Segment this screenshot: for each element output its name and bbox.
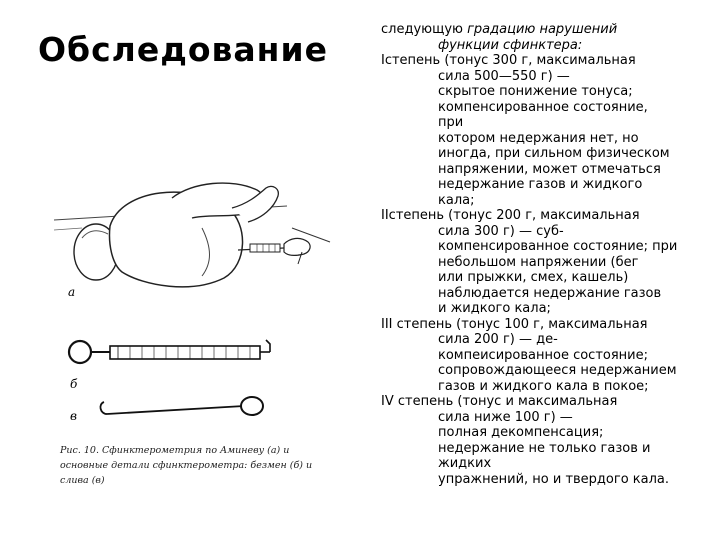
grading-line: котором недержания нет, но <box>438 130 639 146</box>
grading-line: компеисированное состояние; <box>438 347 648 363</box>
figure-caption: Рис. 10. Сфинктерометрия по Аминеву (а) и основные детали сфинктерометра: безмен (б) и слива (в) <box>60 445 313 486</box>
grading-line: наблюдается недержание газов <box>438 285 662 301</box>
grading-line: IIстепень (тонус 200 г, максимальная <box>381 208 640 223</box>
grading-line: III степень (тонус 100 г, максимальная <box>381 316 648 332</box>
grading-line: иногда, при сильном физическом <box>438 146 670 161</box>
grading-line: небольшом напряжении (бег <box>438 254 639 270</box>
scale-hook <box>266 340 270 352</box>
grading-line: сила ниже 100 г) — <box>438 409 573 425</box>
grading-line: недержание не только газов и <box>438 440 651 456</box>
intro-line-2 <box>381 38 701 54</box>
grading-line: или прыжки, смех, кашель) <box>438 270 629 285</box>
grading-line: IV степень (тонус и максимальная <box>381 394 618 409</box>
grading-text <box>381 22 701 487</box>
plug-hook <box>100 402 107 414</box>
intro-plain: следующую <box>381 22 468 37</box>
grading-line: при <box>438 115 464 130</box>
grading-line: компенсированное состояние, <box>438 99 648 115</box>
grading-line: сила 300 г) — суб- <box>438 223 564 239</box>
plug-head <box>241 397 263 415</box>
grading-line: скрытое понижение тонуса; <box>438 84 633 99</box>
figure-label-b: б <box>70 377 78 391</box>
grading-line: кала; <box>438 192 475 208</box>
grading-line: жидких <box>438 456 492 471</box>
scale-ring <box>69 341 91 363</box>
grading-line: газов и жидкого кала в покое; <box>438 378 649 394</box>
grading-line: сила 500—550 г) — <box>438 68 570 84</box>
plug-wire <box>107 406 244 414</box>
intro-italic-2: функции сфинктера: <box>438 37 583 53</box>
figure-label-a: а <box>68 285 76 299</box>
intro-italic: градацию нарушений <box>467 22 618 37</box>
grading-line: сила 200 г) — де- <box>438 332 558 347</box>
grading-line: упражнений, но и твердого кала. <box>438 471 670 487</box>
examiner-hand <box>284 238 310 255</box>
grading-line: напряжении, может отмечаться <box>438 161 661 177</box>
grading-line: недержание газов и жидкого <box>438 177 643 192</box>
grading-line: и жидкого кала; <box>438 301 551 316</box>
scale-tube <box>110 346 260 359</box>
grading-line: Iстепень (тонус 300 г, максимальная <box>381 53 636 68</box>
grading-line: компенсированное состояние; при <box>438 239 678 254</box>
device-barrel <box>250 244 280 252</box>
grading-line: полная декомпенсация; <box>438 425 604 440</box>
slide-title: Обследование <box>38 30 328 69</box>
grading-line: сопровождающееся недержанием <box>438 363 677 378</box>
bed-edge-lower <box>54 228 82 230</box>
figure-label-c: в <box>70 409 77 423</box>
intro-line-1 <box>381 22 701 38</box>
